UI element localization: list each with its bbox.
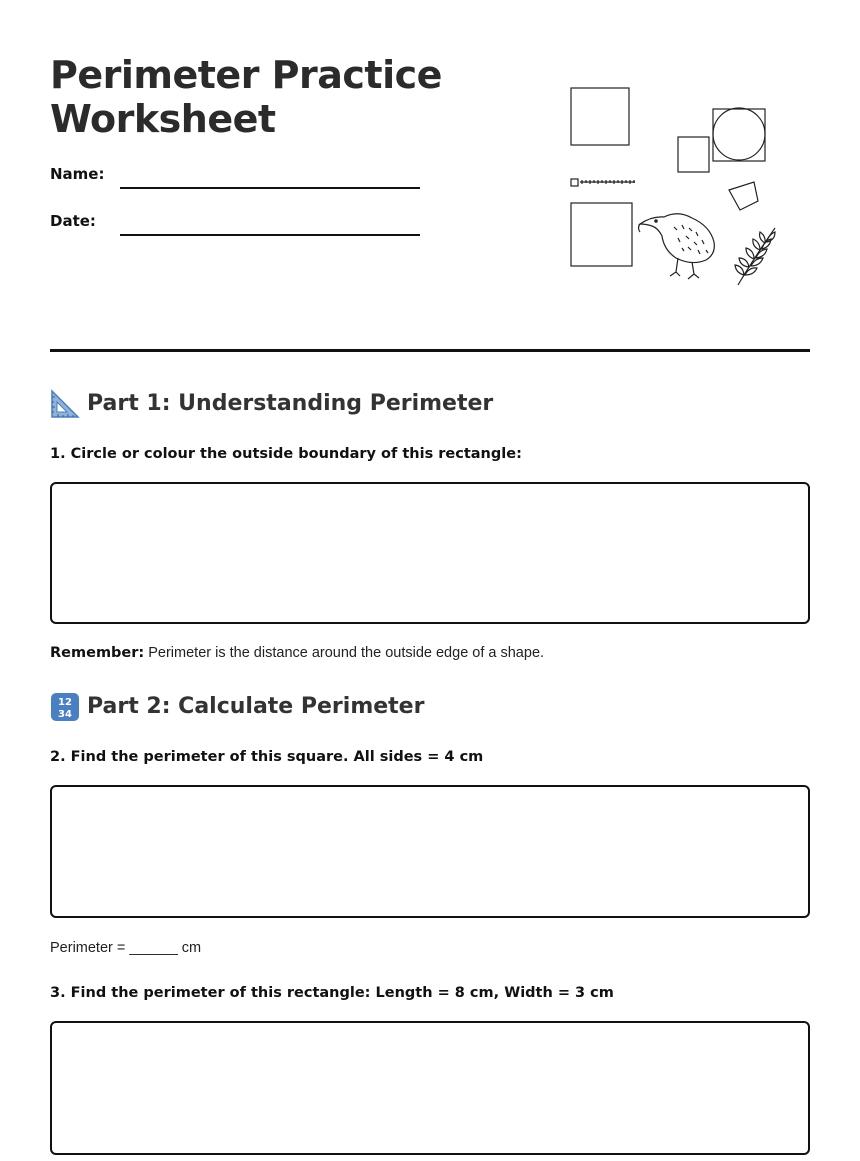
reminder-text: Perimeter is the distance around the outside edge of a shape. xyxy=(144,645,545,661)
square-doodle-small xyxy=(678,137,709,172)
answer-box-3[interactable] xyxy=(50,1021,810,1155)
square-doodle-large xyxy=(571,88,629,145)
name-label: Name: xyxy=(50,165,105,183)
question-3: 3. Find the perimeter of this rectangle: Length = 8 cm, Width = 3 cm xyxy=(50,985,614,1001)
triangular-ruler-icon xyxy=(50,389,80,419)
perimeter-prompt: Perimeter = ______ cm xyxy=(50,940,202,956)
square-doodle-bottom xyxy=(571,203,632,266)
numbers-1234-icon xyxy=(50,692,80,722)
part-1-heading xyxy=(50,389,493,419)
header-illustration xyxy=(568,82,784,292)
question-2: 2. Find the perimeter of this square. All sides = 4 cm xyxy=(50,749,484,765)
part-2-heading xyxy=(50,692,424,722)
circle-in-square-doodle xyxy=(713,108,765,161)
part-2-heading-text: Part 2: Calculate Perimeter xyxy=(87,694,425,719)
name-field[interactable] xyxy=(120,187,420,189)
page-title xyxy=(50,53,442,141)
answer-box-1[interactable] xyxy=(50,482,810,624)
tilted-square-doodle xyxy=(729,182,758,210)
part-1-heading-text: Part 1: Understanding Perimeter xyxy=(87,391,494,416)
title-line-1: Perimeter Practice xyxy=(50,53,442,97)
title-line-2: Worksheet xyxy=(50,97,276,141)
ruler-doodle xyxy=(571,179,635,186)
kiwi-bird-icon xyxy=(639,214,715,279)
fern-leaf-icon xyxy=(735,228,775,285)
question-1: 1. Circle or colour the outside boundary of this rectangle: xyxy=(50,446,522,462)
date-label: Date: xyxy=(50,212,96,230)
reminder-note xyxy=(50,645,544,661)
svg-text:34: 34 xyxy=(58,709,72,720)
date-field[interactable] xyxy=(120,234,420,236)
reminder-label: Remember: xyxy=(50,645,145,661)
header-divider xyxy=(50,349,810,352)
answer-box-2[interactable] xyxy=(50,785,810,918)
svg-text:12: 12 xyxy=(58,697,72,708)
